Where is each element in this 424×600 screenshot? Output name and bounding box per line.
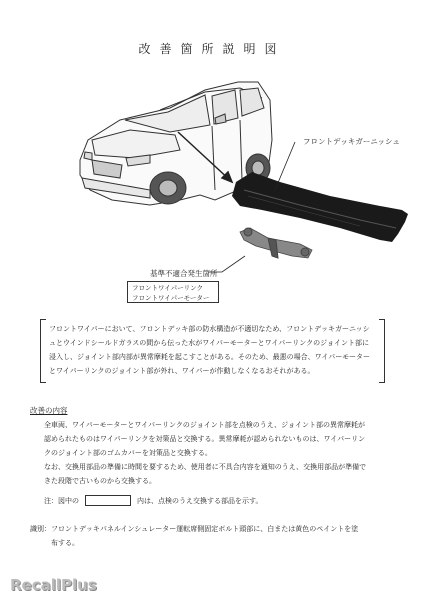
identification-line: 識別：フロントデッキパネルインシュレーター運転席側固定ボルト頭部に、白または黄色のペイントを塗 xyxy=(30,525,359,533)
watermark: RecallPlus xyxy=(10,576,97,594)
content-line: なお、交換用部品の準備に時間を要するため、使用者に不具合内容を通知のうえ、交換用部品が準備で xyxy=(44,463,367,471)
identification-line: 布する。 xyxy=(30,539,79,547)
wiper-link-part xyxy=(240,228,312,258)
note-prefix: 注：図中の xyxy=(44,496,79,505)
note-legend-box xyxy=(85,495,131,506)
front-deck-garnish-part xyxy=(232,172,408,242)
content-line: 全車両、ワイパーモーターとワイパーリンクのジョイント部を点検のうえ、ジョイント部の異常摩耗が xyxy=(44,421,366,429)
callout-title: 基準不適合発生箇所 xyxy=(150,269,218,278)
identification xyxy=(30,522,390,550)
content-body xyxy=(44,418,394,488)
description-line: とワイパーリンクのジョイント部が外れ、ワイパーが作動しなくなるおそれがある。 xyxy=(49,367,315,375)
page-title: 改善箇所説明図 xyxy=(138,42,286,56)
part-label: フロントデッキガーニッシュ xyxy=(303,137,400,146)
note-row xyxy=(44,495,262,506)
description-line: 浸入し、ジョイント部内部が異常摩耗を起こすことがある。そのため、最悪の場合、ワイパーモーター xyxy=(49,353,370,361)
callout-item: フロントワイパーモーター xyxy=(132,294,210,302)
description-box xyxy=(40,320,385,382)
callout-box xyxy=(127,281,219,303)
note-suffix: 内は、点検のうえ交換する部品を示す。 xyxy=(137,496,263,505)
description-line: ュとウインドシールドガラスの間から伝った水がワイパーモーターとワイパーリンクのジョイント部に xyxy=(49,339,369,347)
content-heading: 改善の内容 xyxy=(30,406,68,415)
callout-item: フロントワイパーリンク xyxy=(132,284,204,292)
content-line: きた段階で古いものから交換する。 xyxy=(44,477,156,485)
content-line: 認められたものはワイパーリンクを対策品と交換する。異常摩耗が認められないものは、ワイパーリン xyxy=(44,435,366,443)
content-line: クのジョイント部のゴムカバーを対策品と交換する。 xyxy=(44,449,212,457)
part-label-leader xyxy=(275,142,295,190)
description-line: フロントワイパーにおいて、フロントデッキ部の防水構造が不適切なため、フロントデッキガーニッシ xyxy=(49,325,370,333)
